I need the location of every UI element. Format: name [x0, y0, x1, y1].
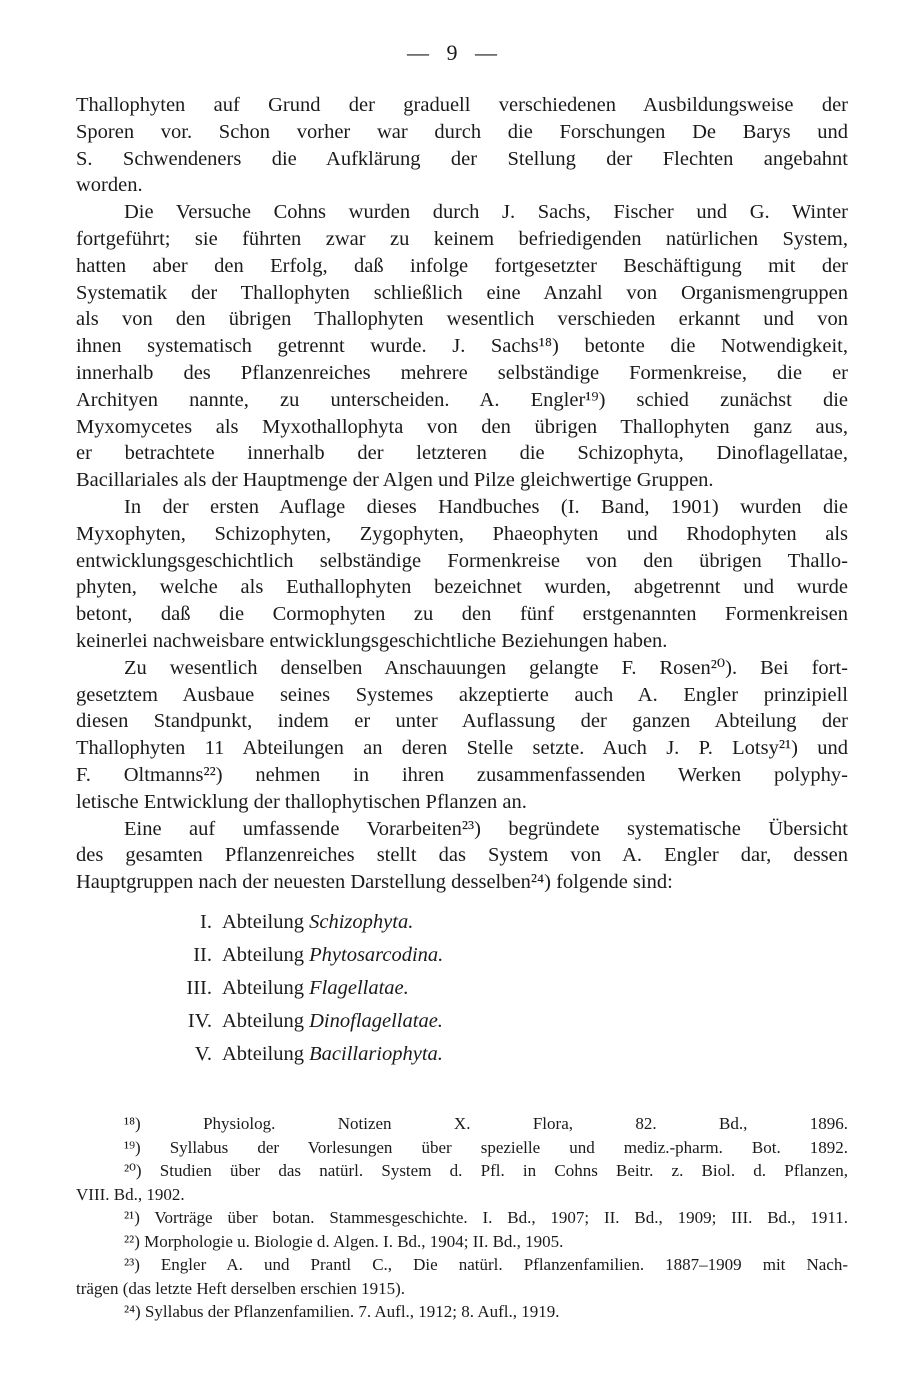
text-line: Eine auf umfassende Vorarbeiten²³) begründete systematische Übersicht [124, 817, 848, 840]
footnote: ¹⁹) Syllabus der Vorlesungen über spezielle und mediz.-pharm. Bot. 1892. [124, 1137, 848, 1157]
division-item [76, 906, 848, 939]
footnote: ²⁰) Studien über das natürl. System d. Pfl. in Cohns Beitr. z. Biol. d. Pflanzen, [124, 1161, 848, 1180]
paragraph [76, 92, 848, 199]
text-line: S. Schwendeners die Aufklärung der Stellung der Flechten angebahnt [76, 147, 848, 170]
division-word: Abteilung [222, 1042, 304, 1065]
division-name: Phytosarcodina. [309, 943, 444, 966]
division-word: Abteilung [222, 976, 304, 999]
text-line: Myxomycetes als Myxothallophyta von den übrigen Thallophyten ganz aus, [76, 415, 848, 438]
division-name: Bacillariophyta. [309, 1042, 443, 1065]
text-line: worden. [76, 174, 143, 197]
text-line: fortgeführt; sie führten zwar zu keinem befriedigenden natürlichen System, [76, 227, 848, 250]
division-item [76, 939, 848, 972]
text-line: als von den übrigen Thallophyten wesentlich verschieden erkannt und von [76, 308, 848, 331]
text-line: Hauptgruppen nach der neuesten Darstellung desselben²⁴) folgende sind: [76, 871, 673, 894]
text-line: Thallophyten 11 Abteilungen an deren Stelle setzte. Auch J. P. Lotsy²¹) und [76, 737, 848, 760]
body-text [76, 92, 848, 1071]
footnote: ²¹) Vorträge über botan. Stammesgeschichte. I. Bd., 1907; II. Bd., 1909; III. Bd., 1911. [124, 1208, 848, 1227]
text-line: entwicklungsgeschichtlich selbständige Formenkreise von den übrigen Thallo- [76, 549, 848, 572]
footnote: ²²) Morphologie u. Biologie d. Algen. I. Bd., 1904; II. Bd., 1905. [124, 1231, 564, 1251]
division-number: V. [194, 1042, 212, 1065]
text-line: diesen Standpunkt, indem er unter Auflassung der ganzen Abteilung der [76, 710, 848, 733]
text-line: Sporen vor. Schon vorher war durch die Forschungen De Barys und [76, 120, 848, 143]
footnote-continuation: trägen (das letzte Heft derselben erschien 1915). [76, 1278, 405, 1298]
text-line: Zu wesentlich denselben Anschauungen gelangte F. Rosen²⁰). Bei fort- [124, 656, 848, 679]
division-number: III. [186, 976, 212, 999]
text-line: hatten aber den Erfolg, daß infolge fortgesetzter Beschäftigung mit der [76, 254, 848, 277]
text-line: ihnen systematisch getrennt wurde. J. Sachs¹⁸) betonte die Notwendigkeit, [76, 335, 848, 358]
division-item [76, 1038, 848, 1071]
division-word: Abteilung [222, 943, 304, 966]
text-line: Bacillariales als der Hauptmenge der Algen und Pilze gleichwertige Gruppen. [76, 469, 714, 492]
division-list [76, 906, 848, 1071]
paragraph [76, 199, 848, 494]
text-line: Thallophyten auf Grund der graduell verschiedenen Ausbildungsweise der [76, 94, 848, 116]
paragraph [76, 655, 848, 816]
text-line: Archityen nannte, zu unterscheiden. A. Engler¹⁹) schied zunächst die [76, 388, 848, 411]
text-line: des gesamten Pflanzenreiches stellt das System von A. Engler dar, dessen [76, 844, 848, 867]
footnotes [76, 1112, 848, 1324]
text-line: phyten, welche als Euthallophyten bezeichnet wurden, abgetrennt und wurde [76, 576, 848, 599]
text-line: Myxophyten, Schizophyten, Zygophyten, Phaeophyten und Rhodophyten als [76, 522, 848, 545]
footnote-continuation: VIII. Bd., 1902. [76, 1184, 185, 1204]
text-line: F. Oltmanns²²) nehmen in ihren zusammenfassenden Werken polyphy- [76, 763, 848, 786]
division-item [76, 972, 848, 1005]
paragraph [76, 816, 848, 896]
division-word: Abteilung [222, 1009, 304, 1032]
text-line: er betrachtete innerhalb der letzteren die Schizophyta, Dinoflagellatae, [76, 442, 848, 465]
text-line: In der ersten Auflage dieses Handbuches (I. Band, 1901) wurden die [124, 495, 848, 518]
footnote: ²³) Engler A. und Prantl C., Die natürl. Pflanzenfamilien. 1887–1909 mit Nach- [124, 1255, 848, 1274]
division-item [76, 1005, 848, 1038]
page-number: — 9 — [407, 40, 503, 65]
text-line: Die Versuche Cohns wurden durch J. Sachs, Fischer und G. Winter [124, 201, 848, 224]
division-name: Flagellatae. [309, 976, 409, 999]
text-line: innerhalb des Pflanzenreiches mehrere selbständige Formenkreise, die er [76, 361, 848, 384]
text-line: keinerlei nachweisbare entwicklungsgeschichtliche Beziehungen haben. [76, 629, 668, 652]
division-number: II. [193, 943, 212, 966]
division-word: Abteilung [222, 910, 304, 933]
paragraph [76, 494, 848, 655]
text-line: Systematik der Thallophyten schließlich eine Anzahl von Organismengruppen [76, 281, 848, 304]
division-name: Schizophyta. [309, 910, 414, 933]
footnote: ¹⁸) Physiolog. Notizen X. Flora, 82. Bd., 1896. [124, 1114, 848, 1133]
division-name: Dinoflagellatae. [309, 1009, 443, 1032]
footnote: ²⁴) Syllabus der Pflanzenfamilien. 7. Aufl., 1912; 8. Aufl., 1919. [124, 1302, 560, 1321]
text-line: gesetztem Ausbaue seines Systemes akzeptierte auch A. Engler prinzipiell [76, 683, 848, 706]
division-number: I. [200, 910, 212, 933]
text-line: betont, daß die Cormophyten zu den fünf erstgenannten Formenkreisen [76, 603, 848, 626]
text-line: letische Entwicklung der thallophytischen Pflanzen an. [76, 790, 527, 813]
division-number: IV. [187, 1009, 212, 1032]
